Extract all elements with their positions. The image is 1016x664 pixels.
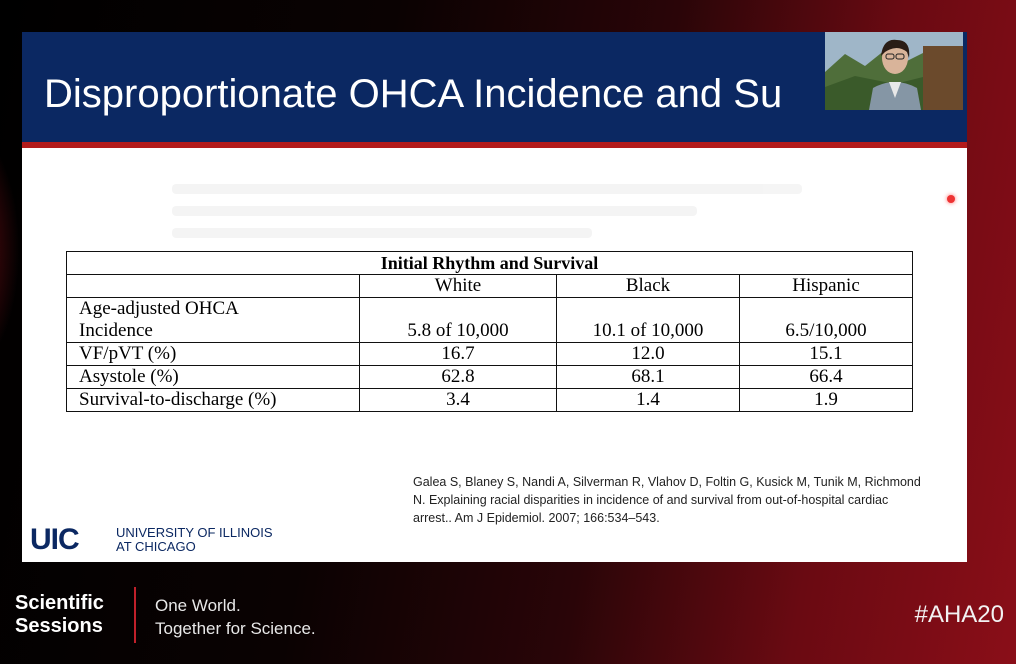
uic-logo xyxy=(30,522,290,558)
table-cell: 10.1 of 10,000 xyxy=(557,298,740,343)
background-glow xyxy=(0,120,20,380)
logo-text xyxy=(116,526,273,554)
scientific-sessions-brand xyxy=(15,592,104,638)
table-cell: 12.0 xyxy=(557,343,740,366)
table-cell: 66.4 xyxy=(740,366,913,389)
logo-line: AT CHICAGO xyxy=(116,539,196,554)
event-hashtag: #AHA20 xyxy=(914,601,1004,628)
citation-text: Galea S, Blaney S, Nandi A, Silverman R, Vlahov D, Foltin G, Kusick M, Tunik M, Richmond N. Explaining racial disparities in incidence of and survival from out-of-hospital cardiac arrest.. Am J Epidemiol. 2007; 166:534–543. xyxy=(413,475,921,525)
table-cell: 62.8 xyxy=(360,366,557,389)
table-cell: 3.4 xyxy=(360,389,557,412)
tagline-line: Together for Science. xyxy=(155,619,316,638)
table-header-black: Black xyxy=(557,275,740,298)
laser-pointer-dot xyxy=(947,195,955,203)
slide-title: Disproportionate OHCA Incidence and Su xyxy=(44,72,783,116)
row-label-survival: Survival-to-discharge (%) xyxy=(67,389,360,412)
faded-background-text xyxy=(172,172,872,262)
table-row xyxy=(67,298,913,343)
table-caption: Initial Rhythm and Survival xyxy=(67,252,913,275)
footer-tagline xyxy=(155,594,316,640)
table-row xyxy=(67,389,913,412)
table-cell: 6.5/10,000 xyxy=(740,298,913,343)
table-row xyxy=(67,366,913,389)
header-stripe xyxy=(22,142,967,148)
table-cell: 1.9 xyxy=(740,389,913,412)
brand-line: Sessions xyxy=(15,615,103,637)
row-label-incidence xyxy=(67,298,360,343)
table-cell: 16.7 xyxy=(360,343,557,366)
table-header-white: White xyxy=(360,275,557,298)
brand-line: Scientific xyxy=(15,592,104,614)
presenter-webcam xyxy=(825,32,963,110)
footer-divider xyxy=(134,587,136,643)
table-cell: 68.1 xyxy=(557,366,740,389)
table-cell: 5.8 of 10,000 xyxy=(360,298,557,343)
row-label-line: Incidence xyxy=(79,320,153,341)
presenter-video-frame xyxy=(825,32,963,110)
logo-mark: UIC xyxy=(30,523,79,556)
rhythm-survival-table xyxy=(66,251,913,412)
row-label-line: Age-adjusted OHCA xyxy=(79,298,239,319)
table-header-empty xyxy=(67,275,360,298)
table-cell: 1.4 xyxy=(557,389,740,412)
row-label-asystole: Asystole (%) xyxy=(67,366,360,389)
table-row xyxy=(67,343,913,366)
row-label-vf: VF/pVT (%) xyxy=(67,343,360,366)
table-header-hispanic: Hispanic xyxy=(740,275,913,298)
logo-line: UNIVERSITY OF ILLINOIS xyxy=(116,525,273,540)
presentation-slide xyxy=(22,32,967,562)
tagline-line: One World. xyxy=(155,596,241,615)
table-cell: 15.1 xyxy=(740,343,913,366)
